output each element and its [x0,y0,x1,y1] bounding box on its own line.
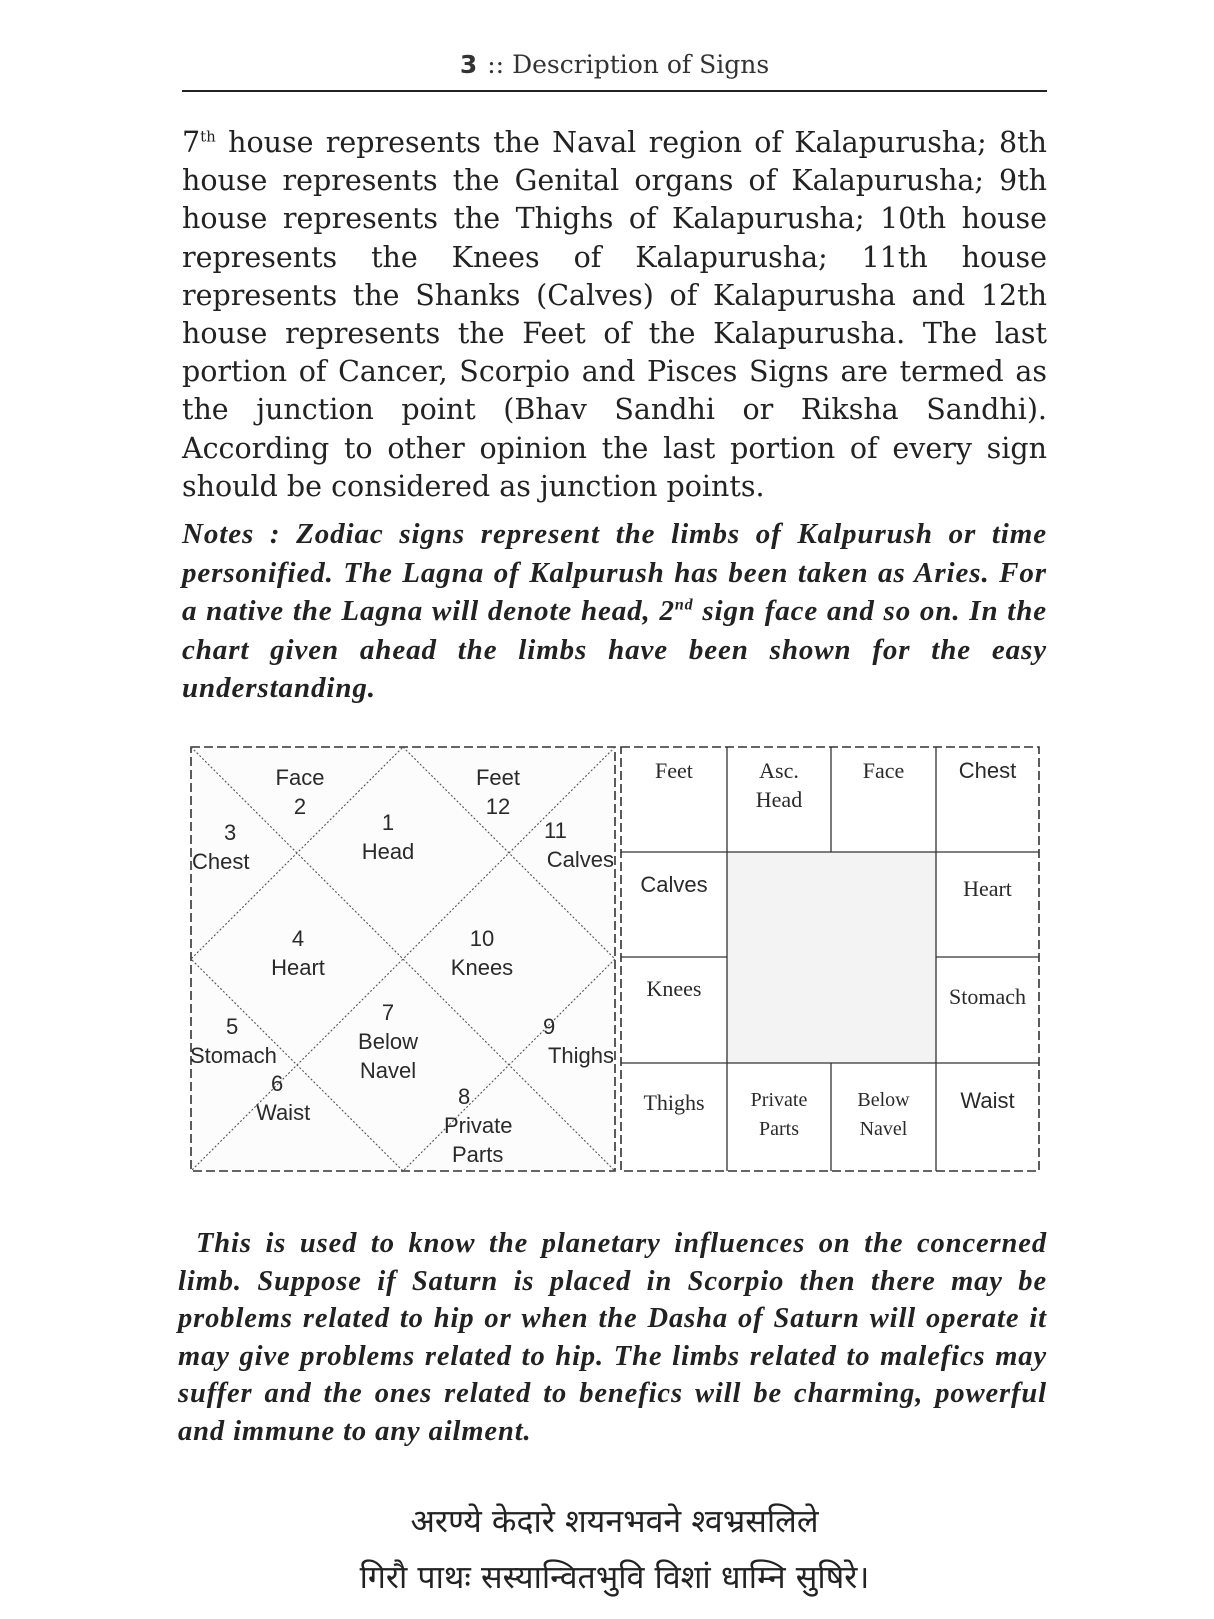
house-3 [192,818,266,876]
cell-feet-label: Feet [655,758,693,783]
house-7 [343,998,433,1085]
cell-chest-label: Chest [958,758,1017,783]
house-3-limb: Chest [192,849,250,874]
cell-below-line2: Navel [859,1118,908,1140]
chapter-title: Description of Signs [512,50,770,79]
cell-waist [936,1086,1039,1115]
closing-paragraph: This is used to know the planetary influences on the concerned limb. Suppose if Saturn is placed in Scorpio then there may be problems related to hip or when the Dasha of Saturn will operate it may give problems related to hip. The limbs related to malefics may suffer and the ones related to benefics will be charming, powerful and immune to any ailment. [178,1228,1047,1447]
house-10-number: 10 [469,926,495,951]
cell-stomach [936,982,1039,1011]
cell-calves-label: Calves [640,872,708,897]
house-9-number: 9 [543,1014,556,1039]
cell-waist-label: Waist [960,1088,1015,1113]
house-1-number: 1 [381,810,395,835]
house-8 [444,1082,534,1169]
house-8-limb-line1: Private [444,1113,513,1138]
cell-calves [621,870,727,899]
page-number: 3 [459,50,478,79]
house-11 [510,816,614,874]
shloka-line-1: अरण्ये केदारे शयनभवने श्वभ्रसलिले [410,1502,819,1540]
cell-knees [621,974,727,1003]
header-text [182,50,1047,79]
paragraph-text: house represents the Naval region of Kalapurusha; 8th house represents the Genital organs of Kalapurusha; 9th house represents the Thighs of Kalapurusha; 10th house represents the Knees of Kalapurusha; 11th house represents the Shanks (Calves) of Kalapurusha and 12th house represents the Feet of the Kalapurusha. The last portion of Cancer, Scorpio and Pisces Signs are termed as the junction point (Bhav Sandhi or Riksha Sandhi). According to other opinion the last portion of every sign should be considered as junction points. [182,126,1047,503]
cell-asc-line2: Head [755,787,803,812]
notes-part1: Notes : Zodiac signs represent the limbs of Kalpurush or time personified. The Lagna of Kalpurush has been taken as Aries. For a native the Lagna will denote head, 2 [182,518,1047,627]
house-4 [258,924,338,982]
house-6-limb: Waist [256,1100,311,1125]
house-12-limb: Feet [475,765,521,790]
running-header [182,48,1047,92]
house-10-limb: Knees [450,955,514,980]
header-separator: :: [487,50,505,79]
cell-private-line1: Private [750,1089,808,1111]
notes-superscript: nd [674,596,694,614]
cell-private-parts [727,1086,831,1144]
house-2 [260,763,340,821]
cell-heart-label: Heart [963,876,1012,901]
house-8-number: 8 [458,1084,471,1109]
cell-thighs-label: Thighs [643,1090,705,1115]
house-12-number: 12 [485,794,511,819]
house-6 [246,1069,326,1127]
cell-stomach-label: Stomach [949,984,1026,1009]
cell-knees-label: Knees [646,976,702,1001]
house-11-limb: Calves [546,847,614,872]
house-1 [348,808,428,866]
cell-thighs [621,1088,727,1117]
body-paragraph [182,124,1047,506]
cell-asc [727,756,831,814]
house-5-number: 5 [226,1014,239,1039]
house-5-limb: Stomach [190,1043,277,1068]
house-7-number: 7 [381,1000,395,1025]
lead-superscript: th [200,127,216,146]
house-7-limb-line1: Below [358,1029,418,1054]
house-10 [442,924,522,982]
cell-face-label: Face [862,758,905,783]
house-4-limb: Heart [271,955,325,980]
house-9-limb: Thighs [547,1043,614,1068]
cell-private-line2: Parts [759,1118,799,1140]
cell-asc-line1: Asc. [759,758,799,783]
lead-number: 7 [182,126,201,159]
cell-chest [936,756,1039,785]
house-11-number: 11 [544,818,567,843]
house-6-number: 6 [271,1071,284,1096]
house-2-number: 2 [293,794,307,819]
house-8-limb-line2: Parts [452,1142,504,1167]
cell-below-line1: Below [857,1089,910,1111]
house-9 [508,1012,614,1070]
north-indian-chart [190,746,616,1172]
notes-part2: sign face and so on. In the chart given ahead the limbs have been shown for the easy understanding. [182,595,1047,704]
house-4-number: 4 [291,926,305,951]
cell-face [831,756,936,785]
south-indian-chart [620,746,1040,1172]
house-1-limb: Head [361,839,415,864]
house-12 [458,763,538,821]
house-7-limb-line2: Navel [359,1058,417,1083]
house-5 [190,1012,280,1070]
cell-feet [621,756,727,785]
shloka-line-2: गिरौ पाथः सस्यान्वितभुवि विशां धाम्नि सुषिरे। [359,1558,870,1596]
cell-heart [936,874,1039,903]
cell-below-navel [831,1086,936,1144]
house-3-number: 3 [224,820,237,845]
notes-paragraph [182,515,1047,708]
house-2-limb: Face [275,765,325,790]
